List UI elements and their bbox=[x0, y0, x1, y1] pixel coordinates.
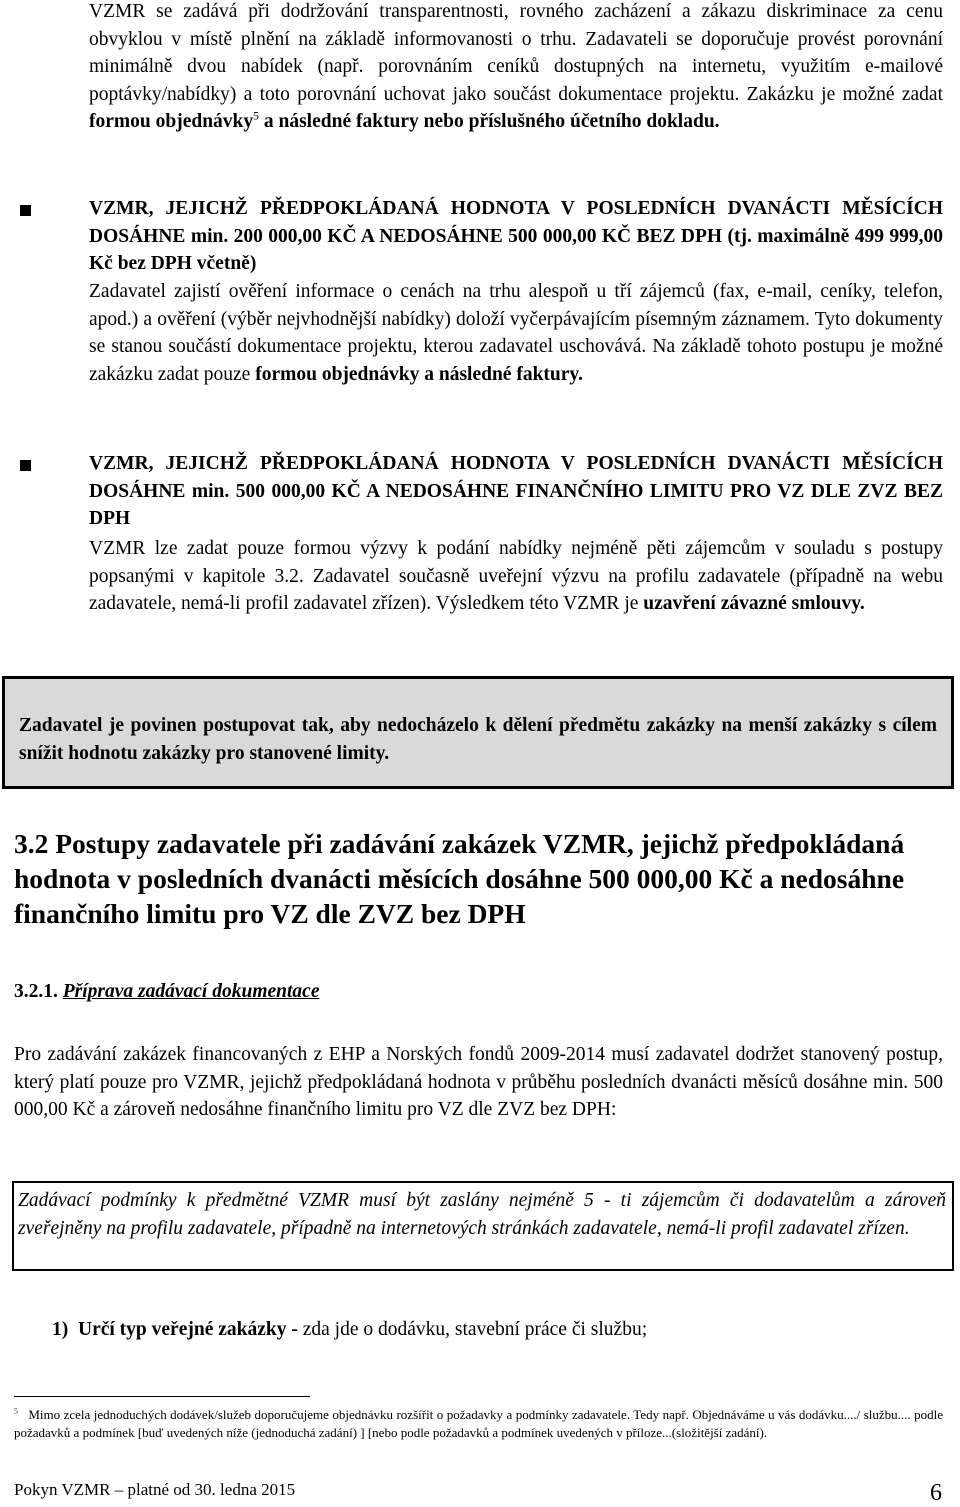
footer-text: Pokyn VZMR – platné od 30. ledna 2015 bbox=[14, 1480, 296, 1499]
section-500k-bold: uzavření závazné smlouvy. bbox=[643, 593, 865, 615]
subsection-title: Příprava zadávací dokumentace bbox=[62, 981, 320, 1002]
footnote-ref: 5 bbox=[253, 109, 259, 123]
footnote-number: 5 bbox=[14, 1406, 18, 1416]
warning-box bbox=[2, 676, 954, 789]
square-bullet-icon bbox=[20, 205, 31, 216]
section-heading: 3.2 Postupy zadavatele při zadávání zakázek VZMR, jejichž předpokládaná hodnota v posledních dvanácti měsících dosáhne 500 000,00 Kč a nedosáhne finančního limitu pro VZ dle ZVZ bez DPH bbox=[14, 828, 905, 929]
body-paragraph: Pro zadávání zakázek financovaných z EHP a Norských fondů 2009-2014 musí zadavatel dodržet stanovený postup, který platí pouze pro VZMR, jejichž předpokládaná hodnota v průběhu posledních dvanácti měsíců dosáhne min. 500 000,00 Kč a zároveň nedosáhne finančního limitu pro VZ dle ZVZ bez DPH: bbox=[14, 1044, 943, 1121]
square-bullet-icon bbox=[20, 460, 31, 471]
conditions-text: Zadávací podmínky k předmětné VZMR musí být zaslány nejméně 5 - ti zájemcům či dodavatelům a zároveň zveřejněny na profilu zadavatele, případně na internetových stránkách zadavatele, nemá-li profil zadavatel zřízen. bbox=[18, 1190, 946, 1239]
section-500k-text bbox=[89, 535, 943, 618]
intro-paragraph bbox=[89, 0, 943, 136]
step-number: 1) bbox=[52, 1319, 69, 1340]
section-500k-heading: VZMR, JEJICHŽ PŘEDPOKLÁDANÁ HODNOTA V POSLEDNÍCH DVANÁCTI MĚSÍCÍCH DOSÁHNE min. 500 000,00 KČ A NEDOSÁHNE FINANČNÍHO LIMITU PRO VZ DLE ZVZ BEZ DPH bbox=[89, 453, 943, 530]
step-1 bbox=[52, 1316, 952, 1343]
section-200k-bold: formou objednávky a následné faktury. bbox=[255, 363, 583, 385]
section-200k-heading: VZMR, JEJICHŽ PŘEDPOKLÁDANÁ HODNOTA V POSLEDNÍCH DVANÁCTI MĚSÍCÍCH DOSÁHNE min. 200 000,00 KČ A NEDOSÁHNE 500 000,00 KČ BEZ DPH (tj. maximálně 499 999,00 Kč bez DPH včetně) bbox=[89, 198, 943, 275]
intro-text: VZMR se zadává při dodržování transparentnosti, rovného zacházení a zákazu diskriminace za cenu obvyklou v místě plnění na základě informovanosti o trhu. Zadavateli se doporučuje provést porovnání minimálně dvou nabídek (např. porovnáním ceníků dostupných na internetu, využitím e-mailové poptávky/nabídky) a toto porovnání uchovat jako součást dokumentace projektu. Zakázku je možné zadat bbox=[89, 1, 943, 105]
intro-bold-invoice: a následné faktury nebo příslušného účetního dokladu. bbox=[259, 111, 720, 133]
section-200k-body: Zadavatel zajistí ověření informace o cenách na trhu alespoň u tří zájemců (fax, e-mail, ceníky, telefon, apod.) a ověření (výběr nejvhodnější nabídky) doloží vyčerpávajícím písemným záznamem. Tyto dokumenty se stanou součástí dokumentace projektu, kterou zadavatel uschovává. Na základě tohoto postupu je možné zakázku zadat pouze bbox=[89, 281, 943, 385]
subsection-heading bbox=[14, 978, 914, 1005]
step-bold: Určí typ veřejné zakázky - bbox=[78, 1319, 298, 1340]
section-200k-text bbox=[89, 278, 943, 388]
page-number: 6 bbox=[930, 1480, 942, 1506]
subsection-number: 3.2.1. bbox=[14, 981, 63, 1002]
footnote-divider bbox=[14, 1396, 310, 1397]
warning-text: Zadavatel je povinen postupovat tak, aby nedocházelo k dělení předmětu zakázky na menší zakázky s cílem snížit hodnotu zakázky pro stanovené limity. bbox=[19, 715, 937, 764]
step-text: zda jde o dodávku, stavební práce či službu; bbox=[297, 1319, 648, 1340]
footnote bbox=[14, 1406, 943, 1442]
section-500k-body: VZMR lze zadat pouze formou výzvy k podání nabídky nejméně pěti zájemcům v souladu s postupy popsanými v kapitole 3.2. Zadavatel současně uveřejní výzvu na profilu zadavatele (případně na webu zadavatele, nemá-li profil zadavatel zřízen). Výsledkem této VZMR je bbox=[89, 538, 943, 615]
footnote-text: Mimo zcela jednoduchých dodávek/služeb doporučujeme objednávku rozšířit o požadavky a podmínky zadavatele. Tedy např. Objednáváme u vás dodávku..../ službu.... podle požadavků a podmínek [buď uvedených níže (jednoduchá zadání) ] [nebo podle požadavků a podmínek uvedených v příloze...(složitější zadání). bbox=[14, 1407, 944, 1441]
conditions-box bbox=[12, 1181, 954, 1271]
intro-bold-order: formou objednávky bbox=[89, 111, 254, 133]
